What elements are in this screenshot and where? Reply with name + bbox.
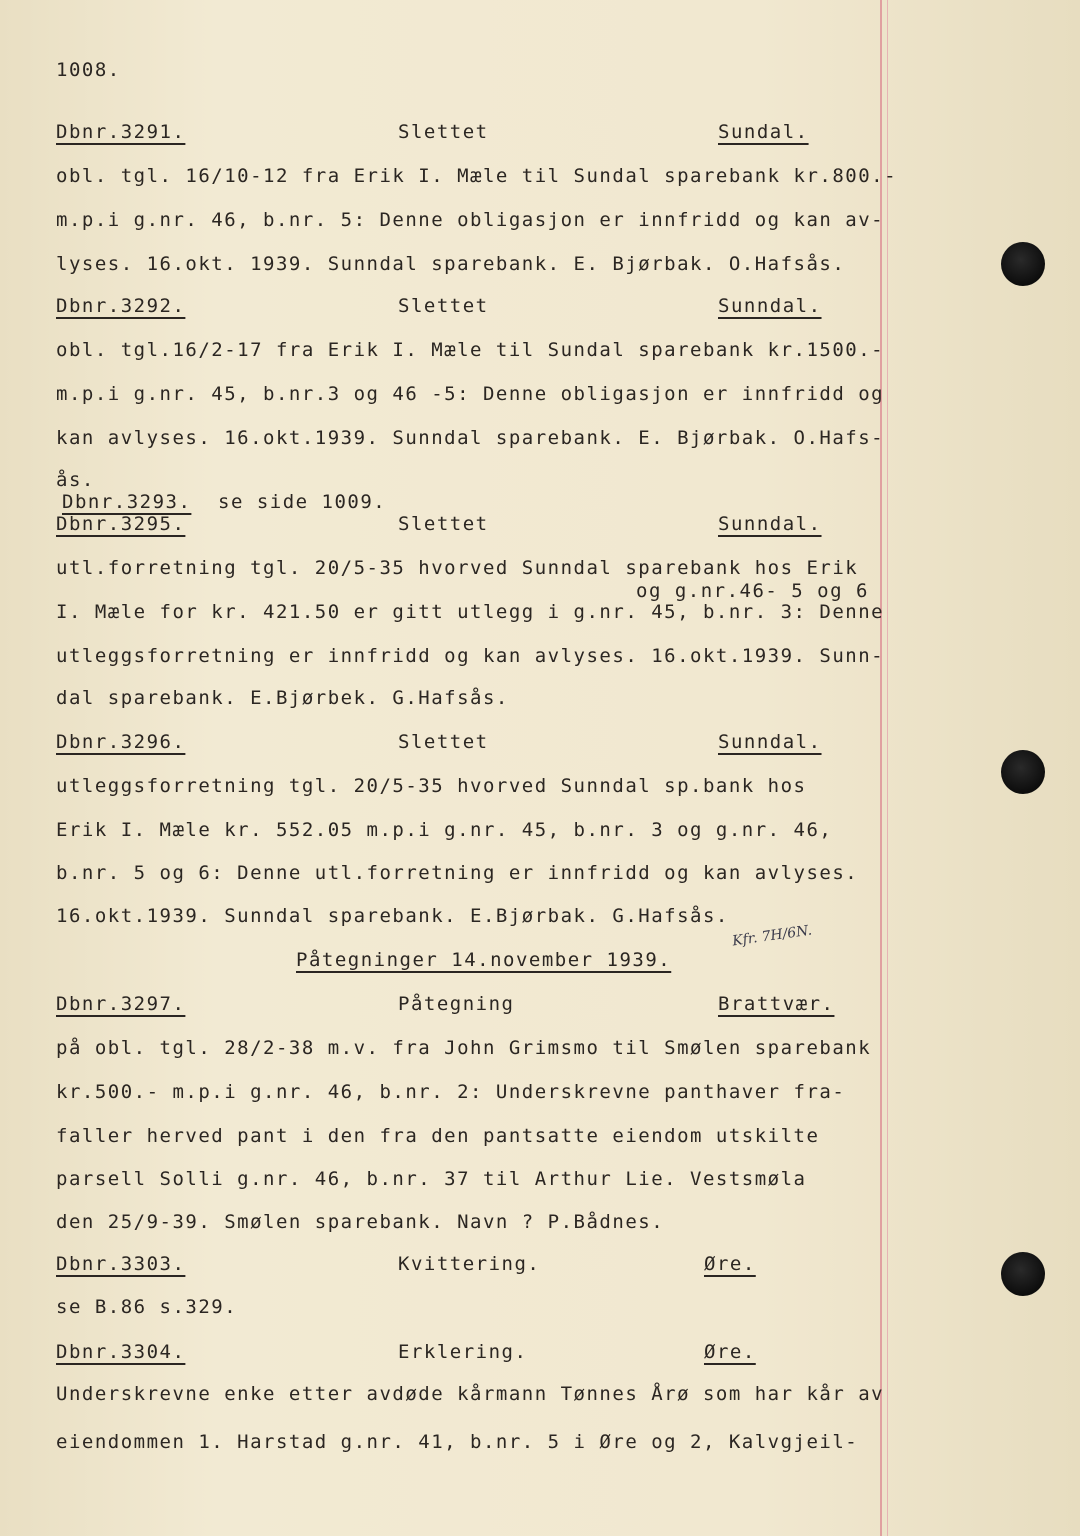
binder-hole-icon xyxy=(1001,242,1045,286)
entry-line: på obl. tgl. 28/2-38 m.v. fra John Grimsmo til Smølen sparebank xyxy=(56,1037,872,1059)
entry-type: Slettet xyxy=(398,121,489,143)
entry-place: Sunndal. xyxy=(718,295,822,317)
entry-insertion: og g.nr.46- 5 og 6 xyxy=(636,580,869,602)
entry-line: utl.forretning tgl. 20/5-35 hvorved Sunndal sparebank hos Erik xyxy=(56,557,859,579)
page-number: 1008. xyxy=(56,59,121,81)
entry-place: Sundal. xyxy=(718,121,809,143)
entry-line: se B.86 s.329. xyxy=(56,1296,238,1318)
entry-line: utleggsforretning tgl. 20/5-35 hvorved Sunndal sp.bank hos xyxy=(56,775,807,797)
entry-type: Påtegning xyxy=(398,993,515,1015)
entry-line: faller herved pant i den fra den pantsatte eiendom utskilte xyxy=(56,1125,820,1147)
entry-place: Brattvær. xyxy=(718,993,835,1015)
entry-dbnr: Dbnr.3295. xyxy=(56,513,186,535)
section-heading: Påtegninger 14.november 1939. xyxy=(296,949,672,971)
entry-dbnr: Dbnr.3296. xyxy=(56,731,186,753)
entry-line: ås. xyxy=(56,469,95,491)
entry-type: Slettet xyxy=(398,731,489,753)
entry-type: Kvittering. xyxy=(398,1253,541,1275)
entry-line: Erik I. Mæle kr. 552.05 m.p.i g.nr. 45, b.nr. 3 og g.nr. 46, xyxy=(56,819,833,841)
entry-line: 16.okt.1939. Sunndal sparebank. E.Bjørbak. G.Hafsås. xyxy=(56,905,729,927)
entry-line: Underskrevne enke etter avdøde kårmann Tønnes Årø som har kår av xyxy=(56,1383,885,1405)
entry-line: I. Mæle for kr. 421.50 er gitt utlegg i g.nr. 45, b.nr. 3: Denne xyxy=(56,601,885,623)
binder-hole-icon xyxy=(1001,750,1045,794)
entry-line: lyses. 16.okt. 1939. Sunndal sparebank. E. Bjørbak. O.Hafsås. xyxy=(56,253,846,275)
entry-dbnr: Dbnr.3297. xyxy=(56,993,186,1015)
entry-dbnr: Dbnr.3304. xyxy=(56,1341,186,1363)
entry-line: b.nr. 5 og 6: Denne utl.forretning er innfridd og kan avlyses. xyxy=(56,862,859,884)
entry-place: Sunndal. xyxy=(718,731,822,753)
entry-place: Øre. xyxy=(704,1253,756,1275)
entry-type: Slettet xyxy=(398,513,489,535)
entry-line: obl. tgl. 16/10-12 fra Erik I. Mæle til Sundal sparebank kr.800.- xyxy=(56,165,898,187)
entry-dbnr: Dbnr.3291. xyxy=(56,121,186,143)
entry-line: m.p.i g.nr. 46, b.nr. 5: Denne obligasjon er innfridd og kan av- xyxy=(56,209,885,231)
entry-line: obl. tgl.16/2-17 fra Erik I. Mæle til Sundal sparebank kr.1500.- xyxy=(56,339,885,361)
entry-line: parsell Solli g.nr. 46, b.nr. 37 til Arthur Lie. Vestsmøla xyxy=(56,1168,807,1190)
entry-type: Erklering. xyxy=(398,1341,528,1363)
margin-rule-secondary xyxy=(887,0,888,1536)
entry-line: m.p.i g.nr. 45, b.nr.3 og 46 -5: Denne obligasjon er innfridd og xyxy=(56,383,885,405)
binder-hole-icon xyxy=(1001,1252,1045,1296)
entry-place: Sunndal. xyxy=(718,513,822,535)
entry-line: eiendommen 1. Harstad g.nr. 41, b.nr. 5 i Øre og 2, Kalvgjeil- xyxy=(56,1431,859,1453)
entry-line: dal sparebank. E.Bjørbek. G.Hafsås. xyxy=(56,687,509,709)
entry-dbnr: Dbnr.3293. xyxy=(62,491,192,513)
entry-line: kan avlyses. 16.okt.1939. Sunndal sparebank. E. Bjørbak. O.Hafs- xyxy=(56,427,885,449)
entry-dbnr: Dbnr.3292. xyxy=(56,295,186,317)
entry-place: Øre. xyxy=(704,1341,756,1363)
entry-type: Slettet xyxy=(398,295,489,317)
entry-line: den 25/9-39. Smølen sparebank. Navn ? P.Bådnes. xyxy=(56,1211,665,1233)
entry-dbnr: Dbnr.3303. xyxy=(56,1253,186,1275)
entry-line: utleggsforretning er innfridd og kan avlyses. 16.okt.1939. Sunn- xyxy=(56,645,885,667)
entry-reference: se side 1009. xyxy=(218,491,387,513)
entry-line: kr.500.- m.p.i g.nr. 46, b.nr. 2: Underskrevne panthaver fra- xyxy=(56,1081,846,1103)
margin-note: Kfr. 7H/6N. xyxy=(731,922,813,950)
